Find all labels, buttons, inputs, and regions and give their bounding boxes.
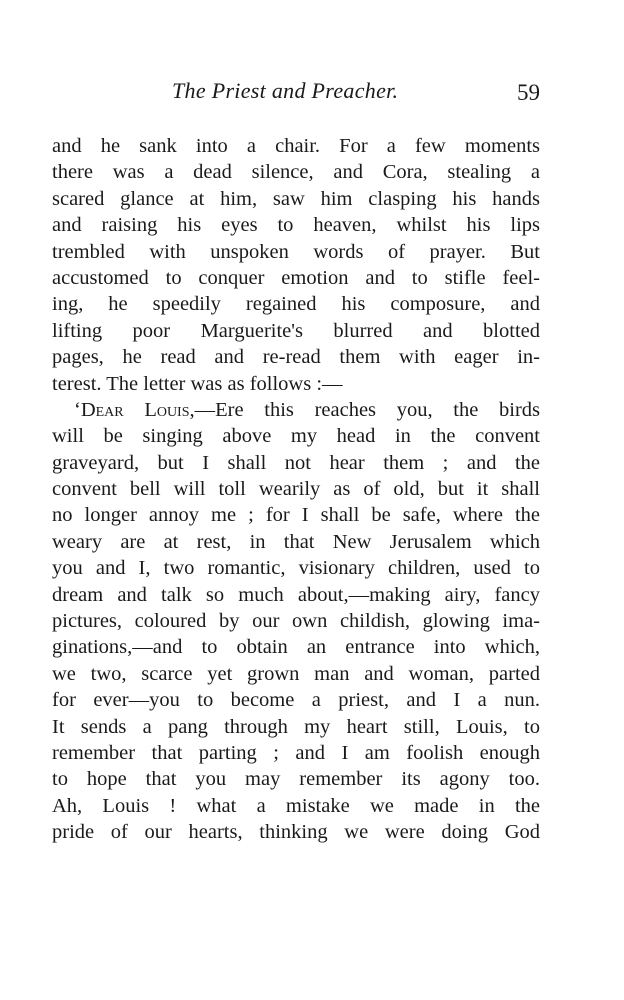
text-line: and he sank into a chair. For a few moments xyxy=(52,135,540,157)
text-line: lifting poor Marguerite's blurred and blotted xyxy=(52,319,540,342)
text-line: remember that parting ; and I am foolish enough xyxy=(52,741,540,764)
open-quote: ‘ xyxy=(74,398,81,421)
body-text xyxy=(52,133,540,846)
text-line: dream and talk so much about,—making airy, fancy xyxy=(52,583,540,606)
text-line: pictures, coloured by our own childish, glowing ima- xyxy=(52,610,540,633)
text-line: trembled with unspoken words of prayer. But xyxy=(52,240,540,263)
text-line: will be singing above my head in the convent xyxy=(52,425,540,448)
text-line: for ever—you to become a priest, and I a nun. xyxy=(52,689,540,712)
text-line: scared glance at him, saw him clasping his hands xyxy=(52,187,540,210)
text-line: ginations,—and to obtain an entrance into which, xyxy=(52,636,540,659)
page-number: 59 xyxy=(517,80,540,105)
text-line: ing, he speedily regained his composure, and xyxy=(52,293,540,316)
text-line: It sends a pang through my heart still, Louis, to xyxy=(52,715,540,738)
text-line: we two, scarce yet grown man and woman, parted xyxy=(52,662,540,685)
text-line: convent bell will toll wearily as of old, but it shall xyxy=(52,478,540,501)
text-line: terest. The letter was as follows :— xyxy=(52,372,343,395)
running-title: The Priest and Preacher. xyxy=(172,78,399,103)
text-line: and raising his eyes to heaven, whilst his lips xyxy=(52,214,540,237)
text-line: pages, he read and re-read them with eager in- xyxy=(52,346,540,369)
text-line: there was a dead silence, and Cora, stealing a xyxy=(52,161,540,184)
letter-salutation: Dear Louis, xyxy=(80,398,195,421)
text-line: weary are at rest, in that New Jerusalem which xyxy=(52,530,540,553)
text-line: to hope that you may remember its agony too. xyxy=(52,768,540,791)
text-line: no longer annoy me ; for I shall be safe, where the xyxy=(52,504,540,527)
letter-line-rest: —Ere this reaches you, the birds xyxy=(194,398,541,421)
running-head xyxy=(52,78,540,118)
text-line: graveyard, but I shall not hear them ; and the xyxy=(52,451,540,474)
letter-opening-line xyxy=(52,397,540,423)
text-line: accustomed to conquer emotion and to stifle feel- xyxy=(52,266,540,289)
text-line: you and I, two romantic, visionary children, used to xyxy=(52,557,540,580)
text-line: pride of our hearts, thinking we were doing God xyxy=(52,821,540,844)
text-line: Ah, Louis ! what a mistake we made in the xyxy=(52,794,540,817)
